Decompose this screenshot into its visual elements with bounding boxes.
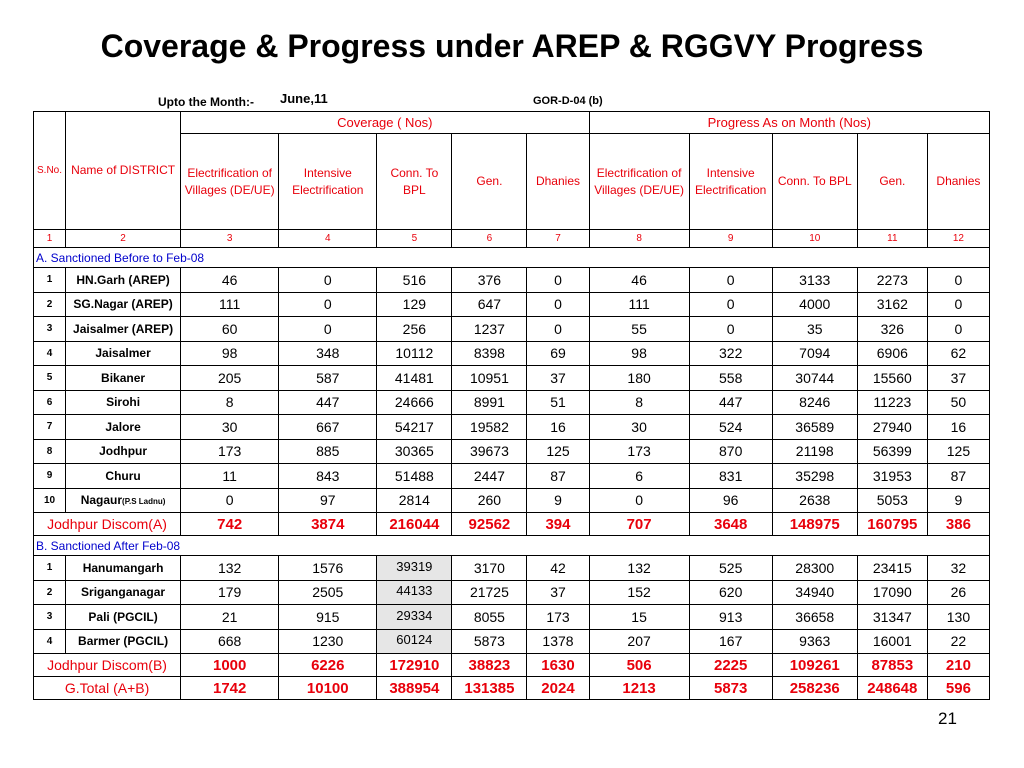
table-cell: 0 bbox=[527, 268, 589, 293]
table-cell: 31953 bbox=[857, 464, 927, 489]
table-row bbox=[34, 629, 990, 654]
total-cell: 87853 bbox=[857, 654, 927, 677]
total-cell: 1000 bbox=[181, 654, 279, 677]
discom-total-row bbox=[34, 513, 990, 536]
row-district bbox=[66, 390, 181, 415]
total-cell: 596 bbox=[927, 677, 989, 700]
row-sno: 2 bbox=[34, 292, 66, 317]
table-cell: 10951 bbox=[452, 366, 527, 391]
table-cell: 19582 bbox=[452, 415, 527, 440]
table-cell: 8 bbox=[589, 390, 689, 415]
table-cell: 36658 bbox=[772, 605, 857, 630]
district-name: SG.Nagar (AREP) bbox=[73, 297, 173, 312]
table-cell: 205 bbox=[181, 366, 279, 391]
table-cell: 5873 bbox=[452, 629, 527, 654]
total-cell: 160795 bbox=[857, 513, 927, 536]
table-cell: 21 bbox=[181, 605, 279, 630]
table-cell: 0 bbox=[589, 488, 689, 513]
table-cell: 516 bbox=[377, 268, 452, 293]
district-name: Bikaner bbox=[101, 370, 146, 385]
table-cell: 525 bbox=[689, 556, 772, 581]
table-cell: 46 bbox=[589, 268, 689, 293]
table-row bbox=[34, 556, 990, 581]
column-number: 7 bbox=[527, 230, 589, 248]
table-cell: 9363 bbox=[772, 629, 857, 654]
table-cell: 180 bbox=[589, 366, 689, 391]
table-cell: 0 bbox=[927, 292, 989, 317]
table-cell: 0 bbox=[181, 488, 279, 513]
total-cell: 506 bbox=[589, 654, 689, 677]
header-coverage-col: Conn. To BPL bbox=[377, 134, 452, 230]
table-cell: 21725 bbox=[452, 580, 527, 605]
header-coverage-group: Coverage ( Nos) bbox=[181, 112, 589, 134]
row-sno: 2 bbox=[34, 580, 66, 605]
district-name: Sriganganagar bbox=[81, 585, 166, 600]
row-district bbox=[66, 341, 181, 366]
total-cell: 131385 bbox=[452, 677, 527, 700]
row-district bbox=[66, 292, 181, 317]
table-cell: 30 bbox=[181, 415, 279, 440]
table-cell: 37 bbox=[927, 366, 989, 391]
total-cell: 172910 bbox=[377, 654, 452, 677]
table-cell: 15 bbox=[589, 605, 689, 630]
total-cell: 248648 bbox=[857, 677, 927, 700]
discom-total-row bbox=[34, 654, 990, 677]
row-district bbox=[66, 580, 181, 605]
table-cell: 587 bbox=[279, 366, 377, 391]
table-cell: 62 bbox=[927, 341, 989, 366]
row-district bbox=[66, 415, 181, 440]
table-cell: 17090 bbox=[857, 580, 927, 605]
district-name: Sirohi bbox=[106, 395, 141, 410]
table-cell: 36589 bbox=[772, 415, 857, 440]
table-cell: 2447 bbox=[452, 464, 527, 489]
table-cell: 9 bbox=[927, 488, 989, 513]
row-sno: 1 bbox=[34, 556, 66, 581]
table-cell: 4000 bbox=[772, 292, 857, 317]
column-number: 9 bbox=[689, 230, 772, 248]
table-cell: 0 bbox=[279, 317, 377, 342]
column-number: 2 bbox=[66, 230, 181, 248]
page-number: 21 bbox=[938, 709, 957, 728]
column-number: 8 bbox=[589, 230, 689, 248]
table-cell: 98 bbox=[589, 341, 689, 366]
table-cell: 843 bbox=[279, 464, 377, 489]
table-cell: 11223 bbox=[857, 390, 927, 415]
table-cell: 34940 bbox=[772, 580, 857, 605]
table-cell bbox=[377, 605, 452, 630]
table-cell: 37 bbox=[527, 580, 589, 605]
table-cell: 179 bbox=[181, 580, 279, 605]
table-cell: 30 bbox=[589, 415, 689, 440]
table-cell: 35 bbox=[772, 317, 857, 342]
table-cell: 55 bbox=[589, 317, 689, 342]
total-label: Jodhpur Discom(A) bbox=[34, 513, 181, 536]
row-sno: 7 bbox=[34, 415, 66, 440]
table-cell: 46 bbox=[181, 268, 279, 293]
header-group-row bbox=[34, 112, 990, 134]
form-reference-code: GOR-D-04 (b) bbox=[533, 95, 603, 107]
total-cell: 388954 bbox=[377, 677, 452, 700]
table-cell: 668 bbox=[181, 629, 279, 654]
table-row bbox=[34, 292, 990, 317]
row-district bbox=[66, 439, 181, 464]
row-sno: 3 bbox=[34, 605, 66, 630]
upto-month-label: Upto the Month:- bbox=[158, 95, 254, 109]
table-cell: 831 bbox=[689, 464, 772, 489]
table-cell: 1230 bbox=[279, 629, 377, 654]
row-sno: 9 bbox=[34, 464, 66, 489]
table-row bbox=[34, 580, 990, 605]
header-progress-col: Conn. To BPL bbox=[772, 134, 857, 230]
table-cell: 376 bbox=[452, 268, 527, 293]
table-cell: 11 bbox=[181, 464, 279, 489]
table-cell: 7094 bbox=[772, 341, 857, 366]
table-cell: 173 bbox=[589, 439, 689, 464]
table-row bbox=[34, 415, 990, 440]
column-number: 3 bbox=[181, 230, 279, 248]
district-note: (P.S Ladnu) bbox=[122, 497, 166, 507]
total-cell: 210 bbox=[927, 654, 989, 677]
table-cell: 1237 bbox=[452, 317, 527, 342]
row-district bbox=[66, 317, 181, 342]
table-cell: 87 bbox=[927, 464, 989, 489]
table-cell: 2273 bbox=[857, 268, 927, 293]
table-cell: 256 bbox=[377, 317, 452, 342]
table-cell: 167 bbox=[689, 629, 772, 654]
table-cell: 2638 bbox=[772, 488, 857, 513]
district-name: Barmer (PGCIL) bbox=[78, 634, 169, 649]
total-cell: 10100 bbox=[279, 677, 377, 700]
table-cell: 10112 bbox=[377, 341, 452, 366]
total-cell: 3648 bbox=[689, 513, 772, 536]
table-row bbox=[34, 268, 990, 293]
table-cell: 21198 bbox=[772, 439, 857, 464]
section-label: A. Sanctioned Before to Feb-08 bbox=[34, 248, 990, 268]
table-cell: 132 bbox=[589, 556, 689, 581]
row-sno: 4 bbox=[34, 629, 66, 654]
table-cell: 1576 bbox=[279, 556, 377, 581]
table-cell: 60 bbox=[181, 317, 279, 342]
cell-value: 39319 bbox=[396, 558, 433, 574]
total-cell: 742 bbox=[181, 513, 279, 536]
table-cell: 647 bbox=[452, 292, 527, 317]
total-cell: 5873 bbox=[689, 677, 772, 700]
table-cell: 260 bbox=[452, 488, 527, 513]
header-coverage-col: Electrification of Villages (DE/UE) bbox=[181, 134, 279, 230]
row-sno: 8 bbox=[34, 439, 66, 464]
table-cell: 0 bbox=[279, 292, 377, 317]
table-cell: 96 bbox=[689, 488, 772, 513]
row-sno: 6 bbox=[34, 390, 66, 415]
table-cell: 915 bbox=[279, 605, 377, 630]
column-number: 4 bbox=[279, 230, 377, 248]
district-name: Nagaur bbox=[80, 493, 123, 508]
header-district: Name of DISTRICT bbox=[66, 112, 181, 230]
table-cell: 3133 bbox=[772, 268, 857, 293]
table-cell: 8246 bbox=[772, 390, 857, 415]
column-number: 10 bbox=[772, 230, 857, 248]
table-cell: 16 bbox=[927, 415, 989, 440]
table-cell: 0 bbox=[689, 317, 772, 342]
table-cell: 0 bbox=[689, 292, 772, 317]
table-cell: 447 bbox=[279, 390, 377, 415]
table-row bbox=[34, 366, 990, 391]
header-progress-col: Intensive Electrification bbox=[689, 134, 772, 230]
row-district bbox=[66, 556, 181, 581]
total-cell: 148975 bbox=[772, 513, 857, 536]
table-cell: 5053 bbox=[857, 488, 927, 513]
table-cell: 8398 bbox=[452, 341, 527, 366]
table-cell: 326 bbox=[857, 317, 927, 342]
table-row bbox=[34, 341, 990, 366]
table-cell: 9 bbox=[527, 488, 589, 513]
table-cell: 51488 bbox=[377, 464, 452, 489]
table-cell: 885 bbox=[279, 439, 377, 464]
table-cell: 39673 bbox=[452, 439, 527, 464]
table-cell: 97 bbox=[279, 488, 377, 513]
table-cell: 50 bbox=[927, 390, 989, 415]
table-cell: 0 bbox=[927, 317, 989, 342]
table-cell: 54217 bbox=[377, 415, 452, 440]
total-cell: 1630 bbox=[527, 654, 589, 677]
total-cell: 1742 bbox=[181, 677, 279, 700]
header-coverage-col: Dhanies bbox=[527, 134, 589, 230]
table-cell: 22 bbox=[927, 629, 989, 654]
table-cell: 8055 bbox=[452, 605, 527, 630]
row-sno: 5 bbox=[34, 366, 66, 391]
cell-value: 60124 bbox=[396, 632, 433, 648]
table-cell: 8991 bbox=[452, 390, 527, 415]
table-cell: 26 bbox=[927, 580, 989, 605]
table-cell: 23415 bbox=[857, 556, 927, 581]
column-number: 1 bbox=[34, 230, 66, 248]
district-name: Churu bbox=[105, 468, 141, 483]
table-cell: 87 bbox=[527, 464, 589, 489]
table-row bbox=[34, 488, 990, 513]
total-cell: 92562 bbox=[452, 513, 527, 536]
table-cell: 69 bbox=[527, 341, 589, 366]
table-cell: 56399 bbox=[857, 439, 927, 464]
table-cell: 524 bbox=[689, 415, 772, 440]
table-cell bbox=[377, 580, 452, 605]
cell-value: 29334 bbox=[396, 607, 433, 623]
district-name: Hanumangarh bbox=[82, 560, 164, 575]
total-cell: 2024 bbox=[527, 677, 589, 700]
table-cell: 207 bbox=[589, 629, 689, 654]
row-district bbox=[66, 268, 181, 293]
district-name: Jaisalmer (AREP) bbox=[73, 321, 174, 336]
total-cell: 1213 bbox=[589, 677, 689, 700]
table-cell: 667 bbox=[279, 415, 377, 440]
table-cell: 30365 bbox=[377, 439, 452, 464]
district-name: Jalore bbox=[105, 419, 141, 434]
table-cell: 51 bbox=[527, 390, 589, 415]
district-name: HN.Garh (AREP) bbox=[76, 272, 170, 287]
table-cell bbox=[377, 556, 452, 581]
column-number: 12 bbox=[927, 230, 989, 248]
column-number: 6 bbox=[452, 230, 527, 248]
total-cell: 258236 bbox=[772, 677, 857, 700]
table-cell: 16 bbox=[527, 415, 589, 440]
table-cell: 15560 bbox=[857, 366, 927, 391]
table-cell: 111 bbox=[589, 292, 689, 317]
table-cell: 870 bbox=[689, 439, 772, 464]
table-row bbox=[34, 317, 990, 342]
row-district bbox=[66, 464, 181, 489]
table-cell: 6 bbox=[589, 464, 689, 489]
table-cell: 558 bbox=[689, 366, 772, 391]
row-sno: 3 bbox=[34, 317, 66, 342]
total-label: Jodhpur Discom(B) bbox=[34, 654, 181, 677]
table-cell: 6906 bbox=[857, 341, 927, 366]
header-coverage-col: Gen. bbox=[452, 134, 527, 230]
table-cell: 125 bbox=[527, 439, 589, 464]
table-cell: 125 bbox=[927, 439, 989, 464]
table-cell: 0 bbox=[527, 317, 589, 342]
table-cell: 3170 bbox=[452, 556, 527, 581]
row-district bbox=[66, 488, 181, 513]
total-cell: 38823 bbox=[452, 654, 527, 677]
table-cell: 130 bbox=[927, 605, 989, 630]
total-label: G.Total (A+B) bbox=[34, 677, 181, 700]
table-cell: 2505 bbox=[279, 580, 377, 605]
total-cell: 6226 bbox=[279, 654, 377, 677]
table-row bbox=[34, 439, 990, 464]
total-cell: 216044 bbox=[377, 513, 452, 536]
header-coverage-col: Intensive Electrification bbox=[279, 134, 377, 230]
row-sno: 4 bbox=[34, 341, 66, 366]
total-cell: 2225 bbox=[689, 654, 772, 677]
column-number: 11 bbox=[857, 230, 927, 248]
header-progress-group: Progress As on Month (Nos) bbox=[589, 112, 989, 134]
page-title: Coverage & Progress under AREP & RGGVY Progress bbox=[100, 28, 924, 64]
table-cell: 348 bbox=[279, 341, 377, 366]
table-cell: 32 bbox=[927, 556, 989, 581]
table-cell: 98 bbox=[181, 341, 279, 366]
section-row bbox=[34, 248, 990, 268]
table-cell: 3162 bbox=[857, 292, 927, 317]
table-cell: 27940 bbox=[857, 415, 927, 440]
section-row bbox=[34, 536, 990, 556]
column-number-row bbox=[34, 230, 990, 248]
table-cell: 129 bbox=[377, 292, 452, 317]
section-label: B. Sanctioned After Feb-08 bbox=[34, 536, 990, 556]
column-number: 5 bbox=[377, 230, 452, 248]
table-cell: 152 bbox=[589, 580, 689, 605]
table-cell: 173 bbox=[527, 605, 589, 630]
upto-month-value: June,11 bbox=[280, 91, 328, 106]
table-cell: 0 bbox=[689, 268, 772, 293]
total-cell: 394 bbox=[527, 513, 589, 536]
header-progress-col: Dhanies bbox=[927, 134, 989, 230]
table-cell: 16001 bbox=[857, 629, 927, 654]
row-sno: 1 bbox=[34, 268, 66, 293]
coverage-progress-table bbox=[33, 111, 990, 700]
table-cell: 37 bbox=[527, 366, 589, 391]
row-district bbox=[66, 629, 181, 654]
cell-value: 44133 bbox=[396, 583, 433, 599]
table-cell: 24666 bbox=[377, 390, 452, 415]
header-progress-col: Electrification of Villages (DE/UE) bbox=[589, 134, 689, 230]
table-cell: 173 bbox=[181, 439, 279, 464]
table-cell bbox=[377, 629, 452, 654]
table-cell: 2814 bbox=[377, 488, 452, 513]
table-cell: 31347 bbox=[857, 605, 927, 630]
table-cell: 41481 bbox=[377, 366, 452, 391]
table-cell: 42 bbox=[527, 556, 589, 581]
total-cell: 109261 bbox=[772, 654, 857, 677]
table-cell: 35298 bbox=[772, 464, 857, 489]
table-cell: 1378 bbox=[527, 629, 589, 654]
total-cell: 386 bbox=[927, 513, 989, 536]
table-body bbox=[34, 230, 990, 700]
district-name: Pali (PGCIL) bbox=[88, 609, 158, 624]
table-cell: 0 bbox=[927, 268, 989, 293]
table-cell: 447 bbox=[689, 390, 772, 415]
row-district bbox=[66, 605, 181, 630]
table-cell: 0 bbox=[279, 268, 377, 293]
table-cell: 8 bbox=[181, 390, 279, 415]
table-cell: 913 bbox=[689, 605, 772, 630]
table-row bbox=[34, 390, 990, 415]
table-cell: 111 bbox=[181, 292, 279, 317]
row-sno: 10 bbox=[34, 488, 66, 513]
header-sno: S.No. bbox=[34, 112, 66, 230]
table-cell: 30744 bbox=[772, 366, 857, 391]
header-progress-col: Gen. bbox=[857, 134, 927, 230]
table-cell: 322 bbox=[689, 341, 772, 366]
table-cell: 0 bbox=[527, 292, 589, 317]
district-name: Jaisalmer bbox=[95, 346, 151, 361]
table-cell: 620 bbox=[689, 580, 772, 605]
table-cell: 28300 bbox=[772, 556, 857, 581]
district-name: Jodhpur bbox=[99, 444, 148, 459]
table-row bbox=[34, 605, 990, 630]
grand-total-row bbox=[34, 677, 990, 700]
table-cell: 132 bbox=[181, 556, 279, 581]
row-district bbox=[66, 366, 181, 391]
total-cell: 3874 bbox=[279, 513, 377, 536]
table-row bbox=[34, 464, 990, 489]
total-cell: 707 bbox=[589, 513, 689, 536]
